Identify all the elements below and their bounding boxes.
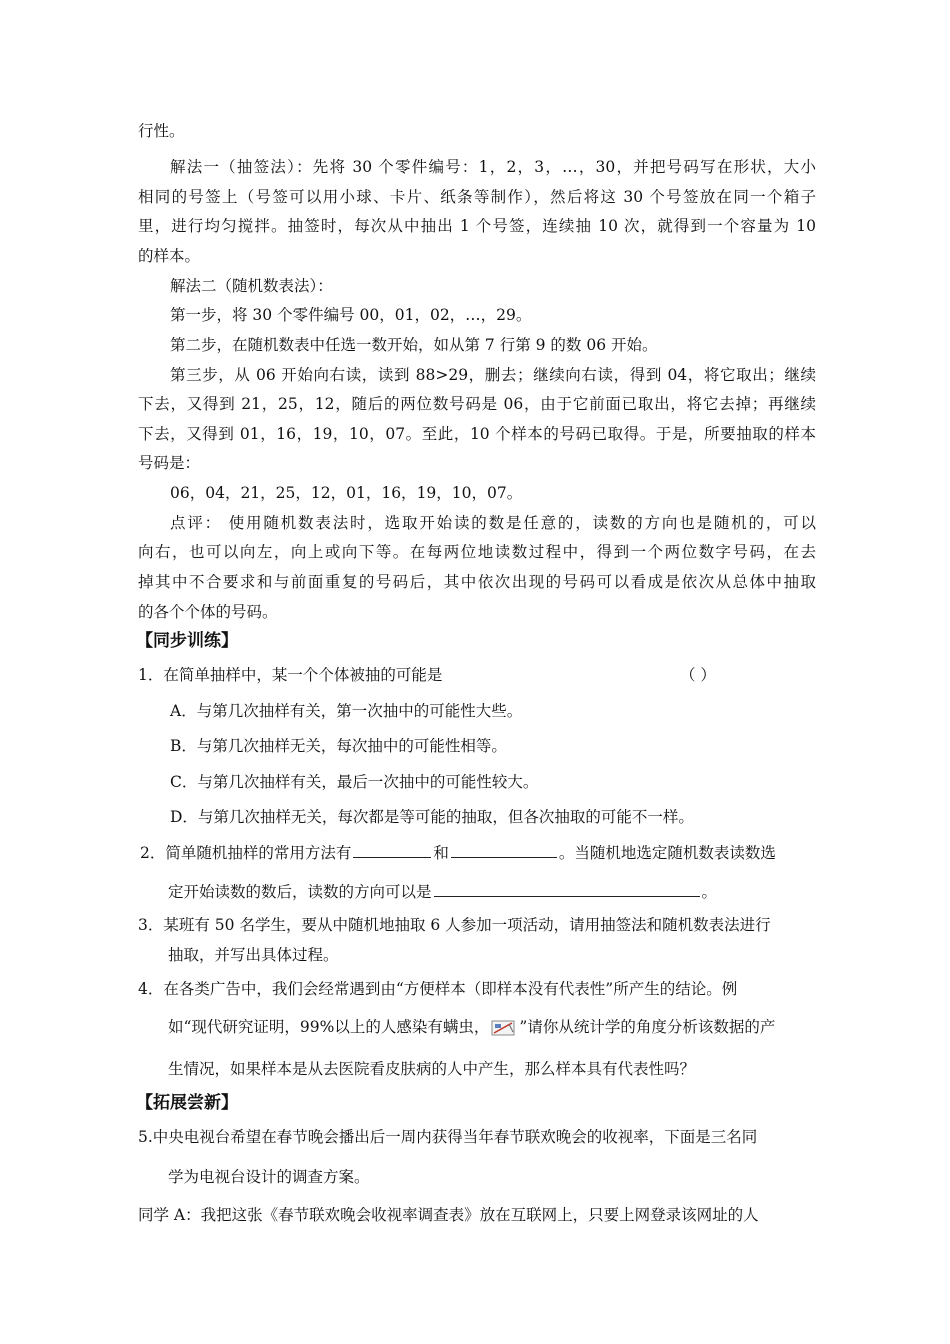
question-4-line-3: 生情况，如果样本是从去医院看皮肤病的人中产生，那么样本具有代表性吗？	[168, 1060, 696, 1078]
method-two-step-3-line-1: 第三步，从 06 开始向右读，读到 88>29，删去；继续向右读，得到 04，将它取出；继续	[170, 366, 816, 384]
fill-blank-1[interactable]	[353, 841, 431, 858]
method-one-line-1: 解法一（抽签法）：先将 30 个零件编号：1，2，3，…，30，并把号码写在形状，大小	[170, 158, 816, 176]
comment-line-4: 的各个个体的号码。	[138, 603, 278, 621]
option-a: A．与第几次抽样有关，第一次抽中的可能性大些。	[170, 702, 523, 720]
method-two-step-3-line-2: 下去，又得到 21，25，12，随后的两位数号码是 06，由于它前面已取出，将它去掉；再继续	[138, 395, 816, 413]
answer-parentheses: （ ）	[680, 666, 716, 684]
method-one-line-4: 的样本。	[138, 247, 201, 265]
question-2-text-c: 。当随机地选定随机数表读数选	[558, 844, 776, 862]
question-3-line-1: 3．某班有 50 名学生，要从中随机地抽取 6 人参加一项活动，请用抽签法和随机数表法进行	[138, 916, 771, 934]
fill-blank-3[interactable]	[434, 880, 700, 897]
question-5-line-2: 学为电视台设计的调查方案。	[168, 1168, 370, 1186]
question-4-text-a: 如“现代研究证明，99%以上的人感染有螨虫，	[168, 1018, 490, 1036]
method-two-title: 解法二（随机数表法）：	[170, 277, 333, 295]
question-2-text-e: 。	[701, 883, 718, 901]
question-4-text-b: ”请你从统计学的角度分析该数据的产	[519, 1018, 776, 1036]
paragraph-line: 行性。	[138, 122, 185, 140]
question-2-text-d: 定开始读数的数后，读数的方向可以是	[168, 883, 432, 901]
comment-line-2: 向右，也可以向左，向上或向下等。在每两位地读数过程中，得到一个两位数字号码，在去	[138, 543, 816, 561]
method-two-step-2: 第二步，在随机数表中任选一数开始，如从第 7 行第 9 的数 06 开始。	[170, 336, 658, 354]
question-2-text-b: 和	[433, 844, 449, 862]
question-5-line-1: 5.中央电视台希望在春节晚会播出后一周内获得当年春节联欢晚会的收视率，下面是三名同	[138, 1128, 758, 1146]
fill-blank-2[interactable]	[451, 841, 557, 858]
section-heading-sync: 【同步训练】	[136, 631, 238, 651]
question-2-line-2	[168, 880, 848, 903]
option-c: C．与第几次抽样有关，最后一次抽中的可能性较大。	[170, 773, 539, 791]
inline-image-icon	[491, 1018, 517, 1038]
question-1-stem: 1．在简单抽样中，某一个个体被抽的可能是	[138, 666, 443, 684]
sample-result: 06，04，21，25，12，01，16，19，10，07。	[170, 484, 523, 502]
method-two-step-3-line-3: 下去，又得到 01，16，19，10，07。至此，10 个样本的号码已取得。于是，所要抽取的样本	[138, 425, 816, 443]
question-2-line-1	[140, 841, 820, 864]
method-two-step-1: 第一步，将 30 个零件编号 00，01，02，…，29。	[170, 306, 532, 324]
question-2-text-a: 2．简单随机抽样的常用方法有	[140, 844, 352, 862]
option-d: D．与第几次抽样无关，每次都是等可能的抽取，但各次抽取的可能不一样。	[170, 808, 694, 826]
question-4-line-2	[168, 1016, 848, 1038]
option-b: B．与第几次抽样无关，每次抽中的可能性相等。	[170, 737, 507, 755]
comment-line-1: 点评： 使用随机数表法时，选取开始读的数是任意的，读数的方向也是随机的，可以	[170, 514, 816, 532]
question-4-line-1: 4．在各类广告中，我们会经常遇到由“方便样本（即样本没有代表性”所产生的结论。例	[138, 980, 738, 998]
method-two-step-3-line-4: 号码是：	[138, 454, 201, 472]
question-3-line-2: 抽取，并写出具体过程。	[168, 946, 339, 964]
question-5-line-3: 同学 A：我把这张《春节联欢晚会收视率调查表》放在互联网上，只要上网登录该网址的人	[138, 1206, 759, 1224]
section-heading-extension: 【拓展尝新】	[136, 1093, 238, 1113]
method-one-line-3: 里，进行均匀搅拌。抽签时，每次从中抽出 1 个号签，连续抽 10 次，就得到一个容量为 10	[138, 217, 816, 235]
comment-line-3: 掉其中不合要求和与前面重复的号码后，其中依次出现的号码可以看成是依次从总体中抽取	[138, 573, 816, 591]
method-one-line-2: 相同的号签上（号签可以用小球、卡片、纸条等制作），然后将这 30 个号签放在同一个箱子	[138, 188, 816, 206]
